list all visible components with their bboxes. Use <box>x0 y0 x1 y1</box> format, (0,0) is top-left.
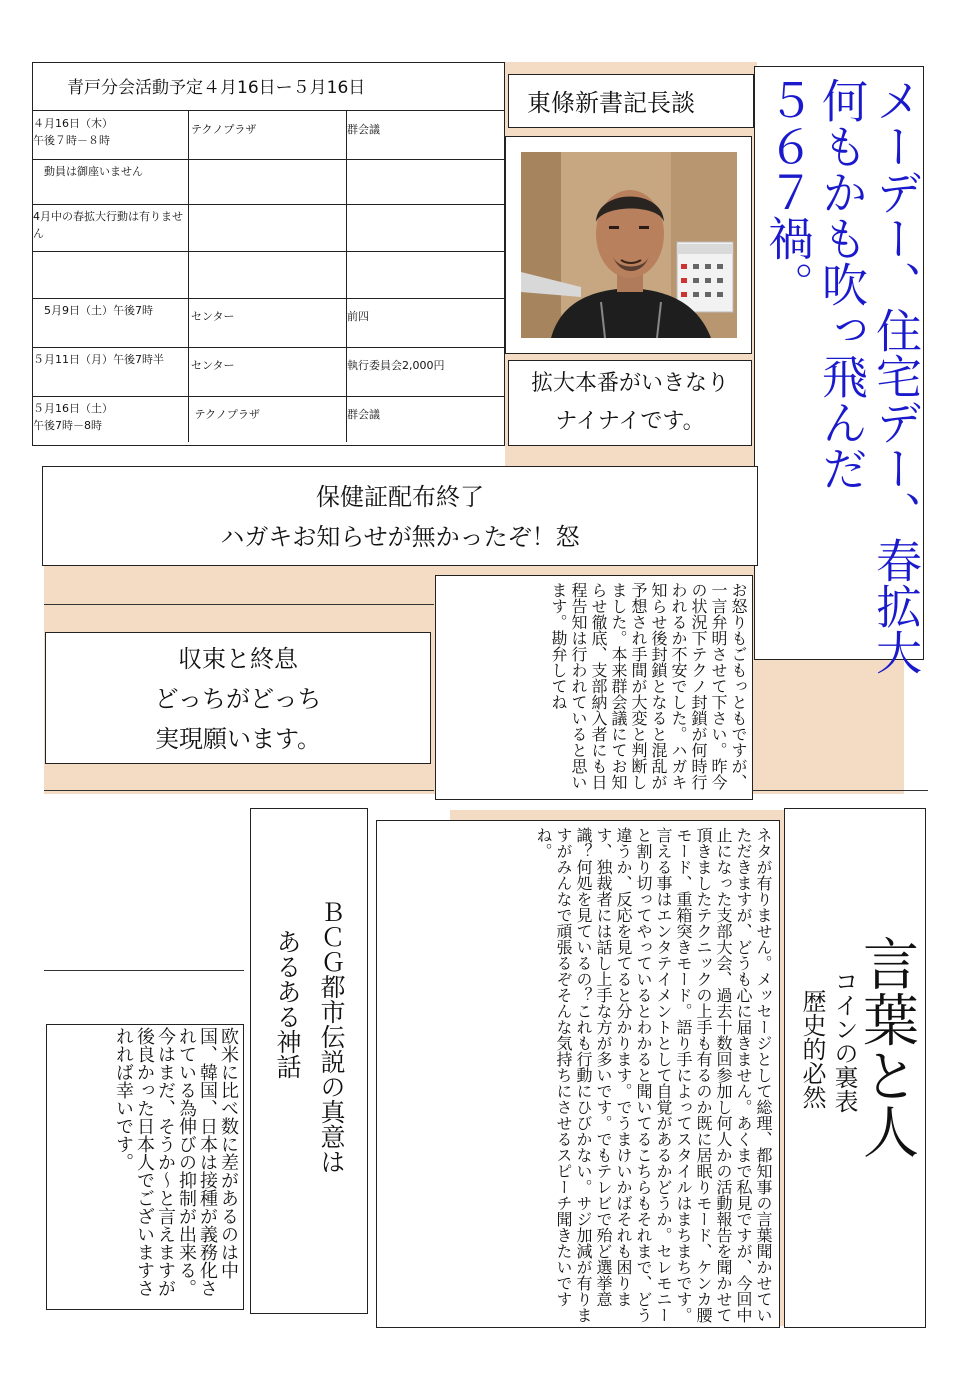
schedule-cell-event: 前四 <box>347 310 369 323</box>
schedule-cell-date: ５月11日（月）午後7時半 <box>33 347 189 396</box>
caption-line1: 拡大本番がいきなり <box>530 371 729 396</box>
convergence-box <box>45 632 431 764</box>
schedule-cell-event: 群会議 <box>347 408 380 421</box>
column-subtitle2: 歴史的必然 <box>798 989 826 1109</box>
caption-line2: ナイナイです。 <box>555 409 705 434</box>
schedule-cell-place: センター <box>189 347 347 396</box>
schedule-cell-date: 動員は御座いません <box>33 159 189 204</box>
column-title: 言葉と人 <box>854 935 919 1159</box>
apology-box <box>435 575 753 800</box>
headline-box <box>754 66 924 675</box>
interview-caption <box>508 360 752 446</box>
insurance-notice <box>42 466 758 566</box>
schedule-row <box>33 159 504 205</box>
schedule-cell-date <box>33 251 189 298</box>
bcg-title-box <box>250 808 368 1314</box>
schedule-table <box>32 62 505 446</box>
bcg-body-box <box>46 1024 244 1310</box>
schedule-cell-event <box>347 159 504 204</box>
schedule-cell-date: ４月16日（木） 午後７時－８時 <box>33 111 189 159</box>
schedule-row <box>33 111 504 160</box>
insurance-line1: 保健証配布終了 <box>316 483 484 511</box>
headline-line2: 何もかも吹っ飛んだ <box>815 77 869 491</box>
schedule-row <box>33 396 504 442</box>
schedule-cell-date: 4月中の春拡大行動は有りません <box>33 204 189 251</box>
column-title-box <box>784 808 926 1328</box>
headline-line1: メーデー、住宅デー、春拡大 <box>869 77 923 675</box>
schedule-cell-date: ５月16日（土） 午後7時－8時 <box>33 396 189 442</box>
headline-text <box>761 77 923 675</box>
schedule-cell-event <box>347 204 504 251</box>
insurance-line2: ハガキお知らせが無かったぞ！怒 <box>220 523 580 551</box>
apology-text: お怒りもごもっともですが、一言弁明させて下さい。昨今の状況下テクノ封鎖が何時行われるか不安でした。ハガキ知らせ後封鎖となると混乱が予想され手間が大変と判断しました。本来群会議にてお知らせ徹底、支部納入者にも日程告知は行われていると思います。勘弁してね <box>549 582 748 790</box>
schedule-row <box>33 298 504 348</box>
bcg-body: 欧米に比べ数に差があるのは中国、韓国、日本は接種が義務化されている為伸びの抑制が出来る。今はまだ、そうか～と言えますが後良かった日本人でございますされれば幸いです。 <box>113 1027 239 1297</box>
column-body: ネタが有りません。メッセージとして総理、都知事の言葉聞かせていただきますが、どうも心に届きません。あくまで私見ですが、今回中止になった支部大会、過去十数回参加し何人かの活動報告を聞かせて頂きましたテクニックの上手も有るのか既に居眠りモード、ケンカ腰モード、重箱突きモード。語り手によってスタイルはまちまちです。言える事はエンタテイメントとして自覚があるかどうか。セレモニーと割り切ってやっているとわかると聞いてるこちらもそれまで、どう違うか、反応を見てると分かります。でうまけいかばそれも困ります、独裁者には話し上手な方が多いです。でもテレビで殆ど選挙意識？何処を見ているの？これも行動にひびかない。サジ加減が有りますがみんなで頑張るぞそんな気持ちにさせるスピーチ聞きたいですね。 <box>534 827 773 1323</box>
bcg-title <box>265 899 353 1299</box>
schedule-title: 青戸分会活動予定４月16日ー５月16日 <box>33 63 504 111</box>
schedule-cell-date: 5月9日（土）午後7時 <box>33 298 189 347</box>
photo-frame <box>505 136 752 354</box>
convergence-line2: どっちがどっち <box>154 685 322 713</box>
bcg-title-line1: ＢＣＧ都市伝説の真意は <box>317 899 346 1174</box>
divider-4 <box>44 970 244 971</box>
column-body-box <box>376 820 780 1328</box>
bcg-title-line2: あるある神話 <box>273 929 302 1079</box>
interview-header-text: 東條新書記長談 <box>527 89 695 117</box>
portrait-photo <box>521 152 737 338</box>
schedule-row <box>33 204 504 252</box>
interview-header <box>508 74 754 128</box>
schedule-cell-event: 執行委員会2,000円 <box>347 359 445 372</box>
convergence-line1: 収束と終息 <box>178 645 298 673</box>
divider-1 <box>44 604 434 605</box>
schedule-cell-event <box>347 251 504 298</box>
schedule-cell-event: 群会議 <box>347 123 380 136</box>
schedule-cell-place: テクノプラザ <box>189 111 347 159</box>
schedule-cell-place <box>189 159 347 204</box>
divider-2 <box>44 790 434 791</box>
divider-3 <box>752 790 928 791</box>
column-subtitle: コインの裏表 <box>830 969 858 1113</box>
headline-line3: ５６７禍。 <box>761 77 815 307</box>
convergence-line3: 実現願います。 <box>154 725 322 753</box>
schedule-cell-place <box>189 204 347 251</box>
schedule-cell-place: テクノプラザ <box>189 396 347 442</box>
schedule-row <box>33 251 504 299</box>
schedule-row <box>33 347 504 397</box>
schedule-cell-place <box>189 251 347 298</box>
schedule-cell-place: センター <box>189 298 347 347</box>
